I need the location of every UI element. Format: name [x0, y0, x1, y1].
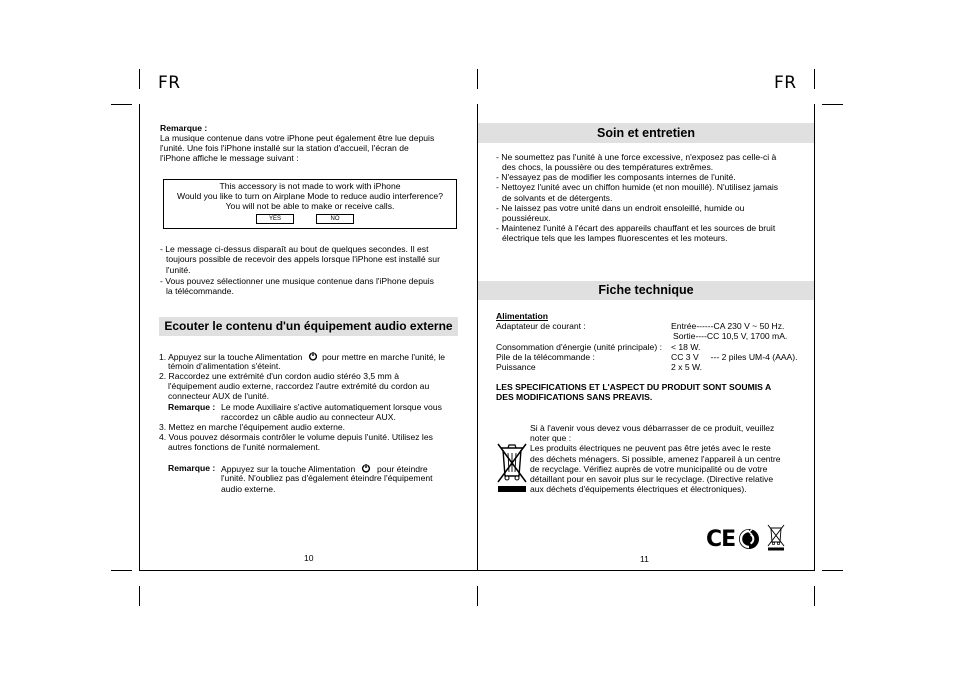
weee-bin-icon: [496, 440, 528, 494]
power-icon: [308, 351, 318, 361]
step-line: audio externe.: [221, 484, 276, 494]
note-line: l'unité.: [166, 265, 191, 275]
weee-bin-small-icon: [767, 523, 785, 551]
step-line: autres fonctions de l'unité normalement.: [168, 442, 321, 452]
step-line: raccordez un câble audio au connecteur AUX.: [221, 412, 396, 422]
care-line: - Ne laissez pas votre unité dans un endroit ensoleillé, humide ou: [496, 203, 745, 213]
disposal-line: noter que :: [530, 433, 572, 443]
crop-mark: [814, 586, 815, 606]
remark-line: La musique contenue dans votre iPhone peut également être lue depuis: [160, 133, 435, 143]
care-line: des chocs, la poussière ou des températures extrêmes.: [502, 162, 714, 172]
dialog-line: This accessory is not made to work with iPhone: [219, 181, 401, 191]
crop-mark: [822, 104, 843, 105]
section-header-audio: [159, 317, 458, 336]
step-line: 2. Raccordez une extrémité d'un cordon audio stéréo 3,5 mm à: [159, 371, 400, 381]
care-line: - Nettoyez l'unité avec un chiffon humide (et non mouillé). N'utilisez jamais: [496, 182, 779, 192]
dialog-no-button: NO: [316, 214, 354, 224]
disposal-line: aux déchets d'équipements électriques et électroniques).: [530, 484, 747, 494]
page-border: [814, 104, 815, 571]
note-line: toujours possible de recevoir des appels lorsque l'iPhone est installé sur: [166, 254, 440, 264]
note-line: - Le message ci-dessus disparaît au bout de quelques secondes. Il est: [160, 244, 429, 254]
care-line: électrique tels que les lampes fluorescentes et les moteurs.: [502, 233, 728, 243]
dialog-yes-button: YES: [256, 214, 294, 224]
disposal-line: détaillant pour en savoir plus sur le recyclage. (Directive relative: [530, 474, 774, 484]
care-line: de solvants et de détergents.: [502, 193, 613, 203]
dialog-line: Would you like to turn on Airplane Mode to reduce audio interference?: [177, 191, 443, 201]
disposal-line: Les produits électriques ne peuvent pas être jetés avec le reste: [530, 443, 771, 453]
step-line: témoin d'alimentation s'éteint.: [168, 361, 281, 371]
language-label-left: FR: [158, 73, 181, 93]
crop-mark: [814, 69, 815, 89]
step-line: 4. Vous pouvez désormais contrôler le volume depuis l'unité. Utilisez les: [159, 432, 433, 442]
step-remark-label: Remarque :: [168, 463, 216, 473]
spec-value: Sortie----CC 10,5 V, 1700 mA.: [673, 331, 788, 341]
step-line: 3. Mettez en marche l'équipement audio externe.: [159, 422, 346, 432]
step-line: l'équipement audio externe, raccordez l'autre extrémité du cordon au: [168, 381, 430, 391]
power-icon: [361, 463, 371, 473]
spec-value: 2 x 5 W.: [671, 362, 703, 372]
dialog-line: You will not be able to make or receive calls.: [225, 201, 395, 211]
step-text: 1. Appuyez sur la touche Alimentation: [159, 352, 303, 362]
page-divider: [477, 104, 478, 571]
remark-line: l'unité. Une fois l'iPhone installé sur la station d'accueil, l'écran de: [160, 143, 409, 153]
care-line: - Maintenez l'unité à l'écart des appareils chauffant et les sources de bruit: [496, 223, 776, 233]
page-border: [139, 104, 140, 571]
spec-subtitle: Alimentation: [496, 311, 549, 321]
crop-mark: [111, 104, 132, 105]
care-line: - N'essayez pas de modifier les composants internes de l'unité.: [496, 172, 736, 182]
step-text: Appuyez sur la touche Alimentation: [221, 464, 356, 474]
section-header-specs: [478, 281, 814, 300]
warning-line: DES MODIFICATIONS SANS PREAVIS.: [496, 392, 653, 402]
remark-title: Remarque :: [160, 123, 208, 133]
page-bottom-border: [139, 570, 815, 571]
warning-line: LES SPECIFICATIONS ET L'ASPECT DU PRODUIT SONT SOUMIS A: [496, 382, 772, 392]
step-text: pour mettre en marche l'unité, le: [322, 352, 446, 362]
green-dot-recycling-icon: [738, 528, 760, 550]
spec-label: Adaptateur de courant :: [496, 321, 586, 331]
page-number-left: 10: [304, 553, 314, 563]
crop-mark: [111, 570, 132, 571]
note-line: la télécommande.: [166, 286, 234, 296]
step-line: Le mode Auxiliaire s'active automatiquement lorsque vous: [221, 402, 442, 412]
step-line: l'unité. N'oubliez pas d'également éteindre l'équipement: [221, 473, 433, 483]
spec-value: < 18 W.: [671, 342, 701, 352]
spec-value: Entrée------CA 230 V ~ 50 Hz.: [671, 321, 785, 331]
language-label-right: FR: [774, 73, 797, 93]
section-title: Ecouter le contenu d'un équipement audio externe: [164, 319, 453, 333]
care-title: Soin et entretien: [597, 126, 695, 140]
step-text: pour éteindre: [377, 464, 428, 474]
note-line: - Vous pouvez sélectionner une musique contenue dans l'iPhone depuis: [160, 276, 434, 286]
spec-value: CC 3 V --- 2 piles UM-4 (AAA).: [671, 352, 798, 362]
spec-label: Consommation d'énergie (unité principale) :: [496, 342, 662, 352]
step-remark-label: Remarque :: [168, 402, 216, 412]
spec-label: Puissance: [496, 362, 536, 372]
spec-title: Fiche technique: [598, 283, 694, 297]
crop-mark: [822, 570, 843, 571]
ce-mark: CE: [706, 527, 736, 552]
care-line: poussiéreux.: [502, 213, 551, 223]
remark-line: l'iPhone affiche le message suivant :: [160, 153, 299, 163]
spec-label: Pile de la télécommande :: [496, 352, 595, 362]
page-number-right: 11: [640, 554, 649, 564]
section-header-care: [478, 123, 814, 143]
crop-mark: [477, 586, 478, 606]
care-line: - Ne soumettez pas l'unité à une force excessive, n'exposez pas celle-ci à: [496, 152, 777, 162]
step-line: connecteur AUX de l'unité.: [168, 391, 270, 401]
crop-mark: [139, 586, 140, 606]
disposal-line: Si à l'avenir vous devez vous débarrasser de ce produit, veuillez: [530, 423, 775, 433]
disposal-line: de recyclage. Vérifiez auprès de votre municipalité ou de votre: [530, 464, 768, 474]
crop-mark: [139, 69, 140, 89]
disposal-line: des déchets ménagers. Si possible, amenez l'appareil à un centre: [530, 454, 781, 464]
crop-mark: [477, 69, 478, 89]
